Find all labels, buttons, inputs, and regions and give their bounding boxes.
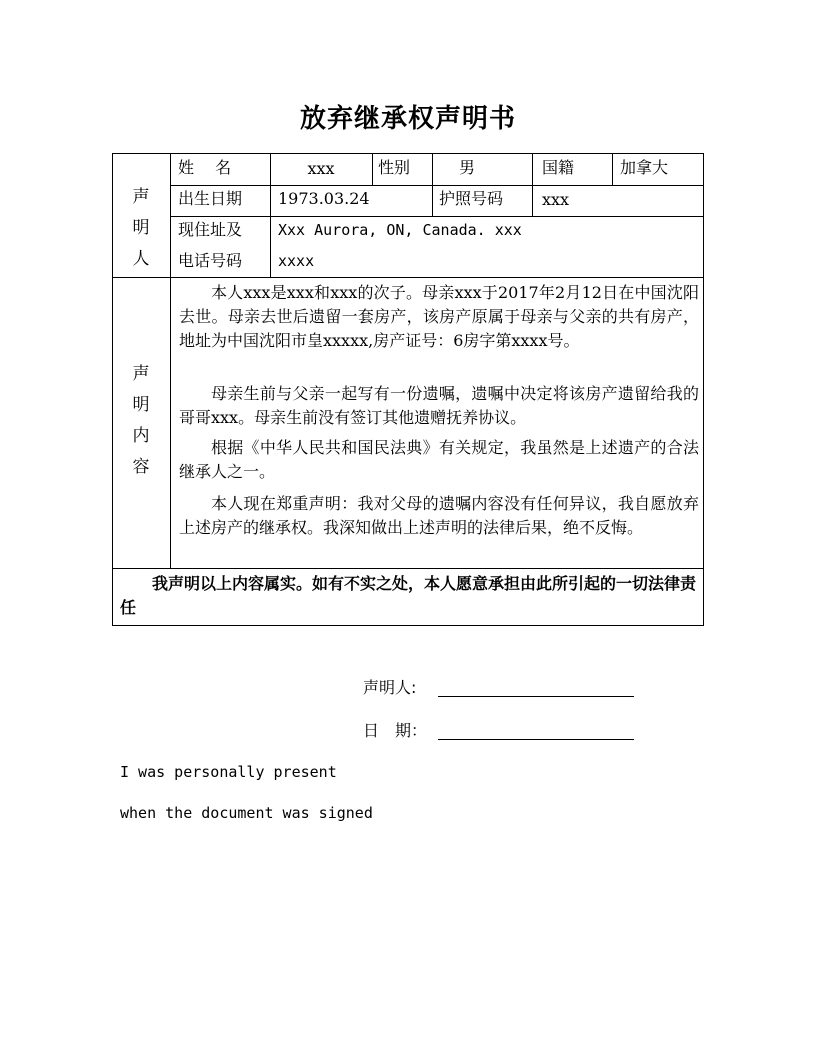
gender-label: 性别 <box>378 158 411 177</box>
declarant-label-char: 明 <box>132 218 150 238</box>
witness-note-line2: when the document was signed <box>120 804 373 822</box>
declarant-signature-line[interactable] <box>438 696 634 697</box>
content-label-char: 明 <box>132 395 150 415</box>
column-divider <box>612 154 613 185</box>
address-value-line1: Xxx Aurora, ON, Canada. xxx <box>278 221 522 239</box>
closing-statement: 我声明以上内容属实。如有不实之处，本人愿意承担由此所引起的一切法律责任 <box>120 574 697 617</box>
content-label-char: 内 <box>132 426 150 446</box>
address-value-line2: xxxx <box>278 252 315 270</box>
nationality-label: 国籍 <box>542 158 575 177</box>
label-column-divider <box>170 154 171 568</box>
row-divider <box>170 216 703 217</box>
birth-date-label: 出生日期 <box>178 189 243 208</box>
name-label: 姓 名 <box>178 158 232 177</box>
row-divider <box>170 185 703 186</box>
content-label-char: 容 <box>132 457 150 477</box>
content-label-char: 声 <box>132 364 150 384</box>
nationality-value: 加拿大 <box>620 158 669 177</box>
declarant-section-label <box>113 182 169 275</box>
column-divider <box>532 154 533 185</box>
declaration-form-table <box>112 153 704 626</box>
gender-value: 男 <box>458 158 475 177</box>
address-label-line2: 电话号码 <box>178 251 243 270</box>
declarant-label-char: 人 <box>132 249 150 269</box>
content-section-label <box>113 359 169 483</box>
declarant-label-char: 声 <box>132 187 150 207</box>
document-title: 放弃继承权声明书 <box>299 104 516 134</box>
section-divider <box>113 277 703 278</box>
content-paragraph: 母亲生前与父亲一起写有一份遗嘱，遗嘱中决定将该房产遗留给我的哥哥xxx。母亲生前没有签订其他遗赠抚养协议。 <box>179 384 699 427</box>
column-divider <box>532 185 533 216</box>
birth-date-value: 1973.03.24 <box>278 189 370 208</box>
column-divider <box>372 154 373 185</box>
passport-label: 护照号码 <box>439 189 504 208</box>
declarant-signature-label: 声明人: <box>363 678 417 697</box>
name-value: xxx <box>307 159 335 178</box>
witness-note-line1: I was personally present <box>120 763 337 781</box>
address-label-line1: 现住址及 <box>178 220 243 239</box>
date-signature-line[interactable] <box>438 739 634 740</box>
date-label: 日 期： <box>363 721 428 740</box>
content-paragraph: 本人xxx是xxx和xxx的次子。母亲xxx于2017年2月12日在中国沈阳去世。母亲去世后遗留一套房产，该房产原属于母亲与父亲的共有房产，地址为中国沈阳市皇xxxxx,房产证号：6房字第xxxx号。 <box>179 283 699 350</box>
content-paragraph: 根据《中华人民共和国民法典》有关规定，我虽然是上述遗产的合法继承人之一。 <box>179 438 699 481</box>
section-divider <box>113 568 703 569</box>
passport-value: xxx <box>542 190 570 209</box>
content-paragraph: 本人现在郑重声明：我对父母的遗嘱内容没有任何异议，我自愿放弃上述房产的继承权。我深知做出上述声明的法律后果，绝不反悔。 <box>179 494 699 537</box>
column-divider <box>432 185 433 216</box>
